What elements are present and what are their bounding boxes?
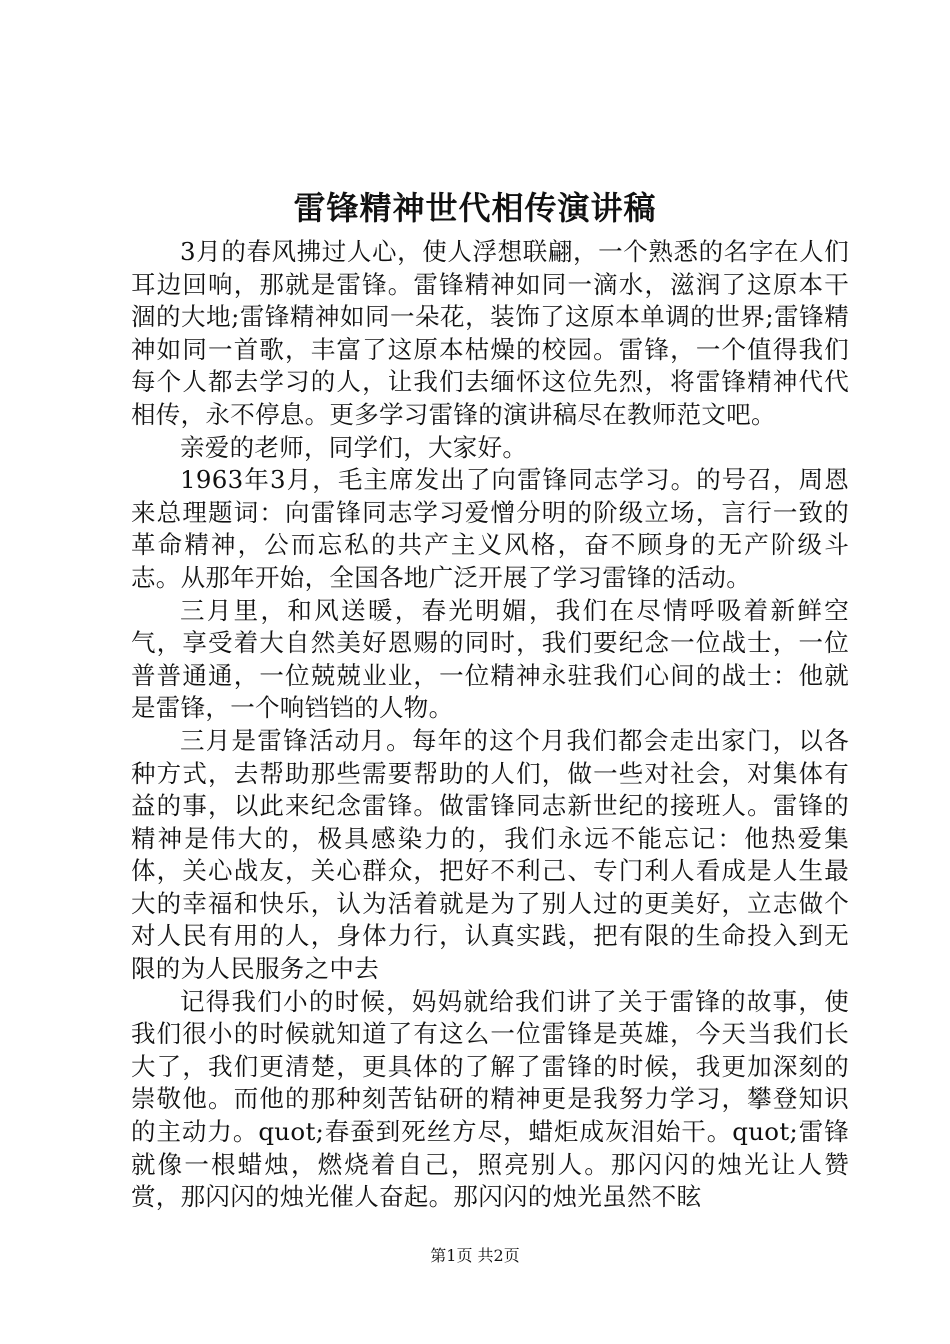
paragraph-march: 三月里，和风送暖，春光明媚，我们在尽情呼吸着新鲜空气，享受着大自然美好恩赐的同时，我们要纪念一位战士，一位普普通通，一位兢兢业业，一位精神永驻我们心间的战士：他就是雷锋，一个响铛铛的人物。	[131, 595, 849, 723]
page-number-footer: 第1页 共2页	[430, 1246, 520, 1265]
paragraph-history: 1963年3月，毛主席发出了向雷锋同志学习。的号召，周恩来总理题词：向雷锋同志学习爱憎分明的阶级立场，言行一致的革命精神，公而忘私的共产主义风格，奋不顾身的无产阶级斗志。从那年开始，全国各地广泛开展了学习雷锋的活动。	[131, 465, 849, 592]
paragraph-intro: 3月的春风拂过人心，使人浮想联翩，一个熟悉的名字在人们耳边回响，那就是雷锋。雷锋精神如同一滴水，滋润了这原本干涸的大地;雷锋精神如同一朵花，装饰了这原本单调的世界;雷锋精神如同一首歌，丰富了这原本枯燥的校园。雷锋，一个值得我们每个人都去学习的人，让我们去缅怀这位先烈，将雷锋精神代代相传，永不停息。更多学习雷锋的演讲稿尽在教师范文吧。	[131, 237, 849, 429]
paragraph-childhood: 记得我们小的时候，妈妈就给我们讲了关于雷锋的故事，使我们很小的时候就知道了有这么一位雷锋是英雄，今天当我们长大了，我们更清楚，更具体的了解了雷锋的时候，我更加深刻的崇敬他。而他的那种刻苦钻研的精神更是我努力学习，攀登知识的主动力。quot;春蚕到死丝方尽，蜡炬成灰泪始干。quot;雷锋就像一根蜡烛，燃烧着自己，照亮别人。那闪闪的烛光让人赞赏，那闪闪的烛光催人奋起。那闪闪的烛光虽然不眩	[131, 986, 849, 1212]
paragraph-greeting: 亲爱的老师，同学们，大家好。	[180, 432, 528, 462]
document-body	[131, 236, 849, 1214]
paragraph-activity-month: 三月是雷锋活动月。每年的这个月我们都会走出家门，以各种方式，去帮助那些需要帮助的人们，做一些对社会，对集体有益的事，以此来纪念雷锋。做雷锋同志新世纪的接班人。雷锋的精神是伟大的，极具感染力的，我们永远不能忘记：他热爱集体，关心战友，关心群众，把好不利己、专门利人看成是人生最大的幸福和快乐，认为活着就是为了别人过的更美好，立志做个对人民有用的人，身体力行，认真实践，把有限的生命投入到无限的为人民服务之中去	[131, 725, 849, 984]
page-title: 雷锋精神世代相传演讲稿	[293, 189, 657, 227]
